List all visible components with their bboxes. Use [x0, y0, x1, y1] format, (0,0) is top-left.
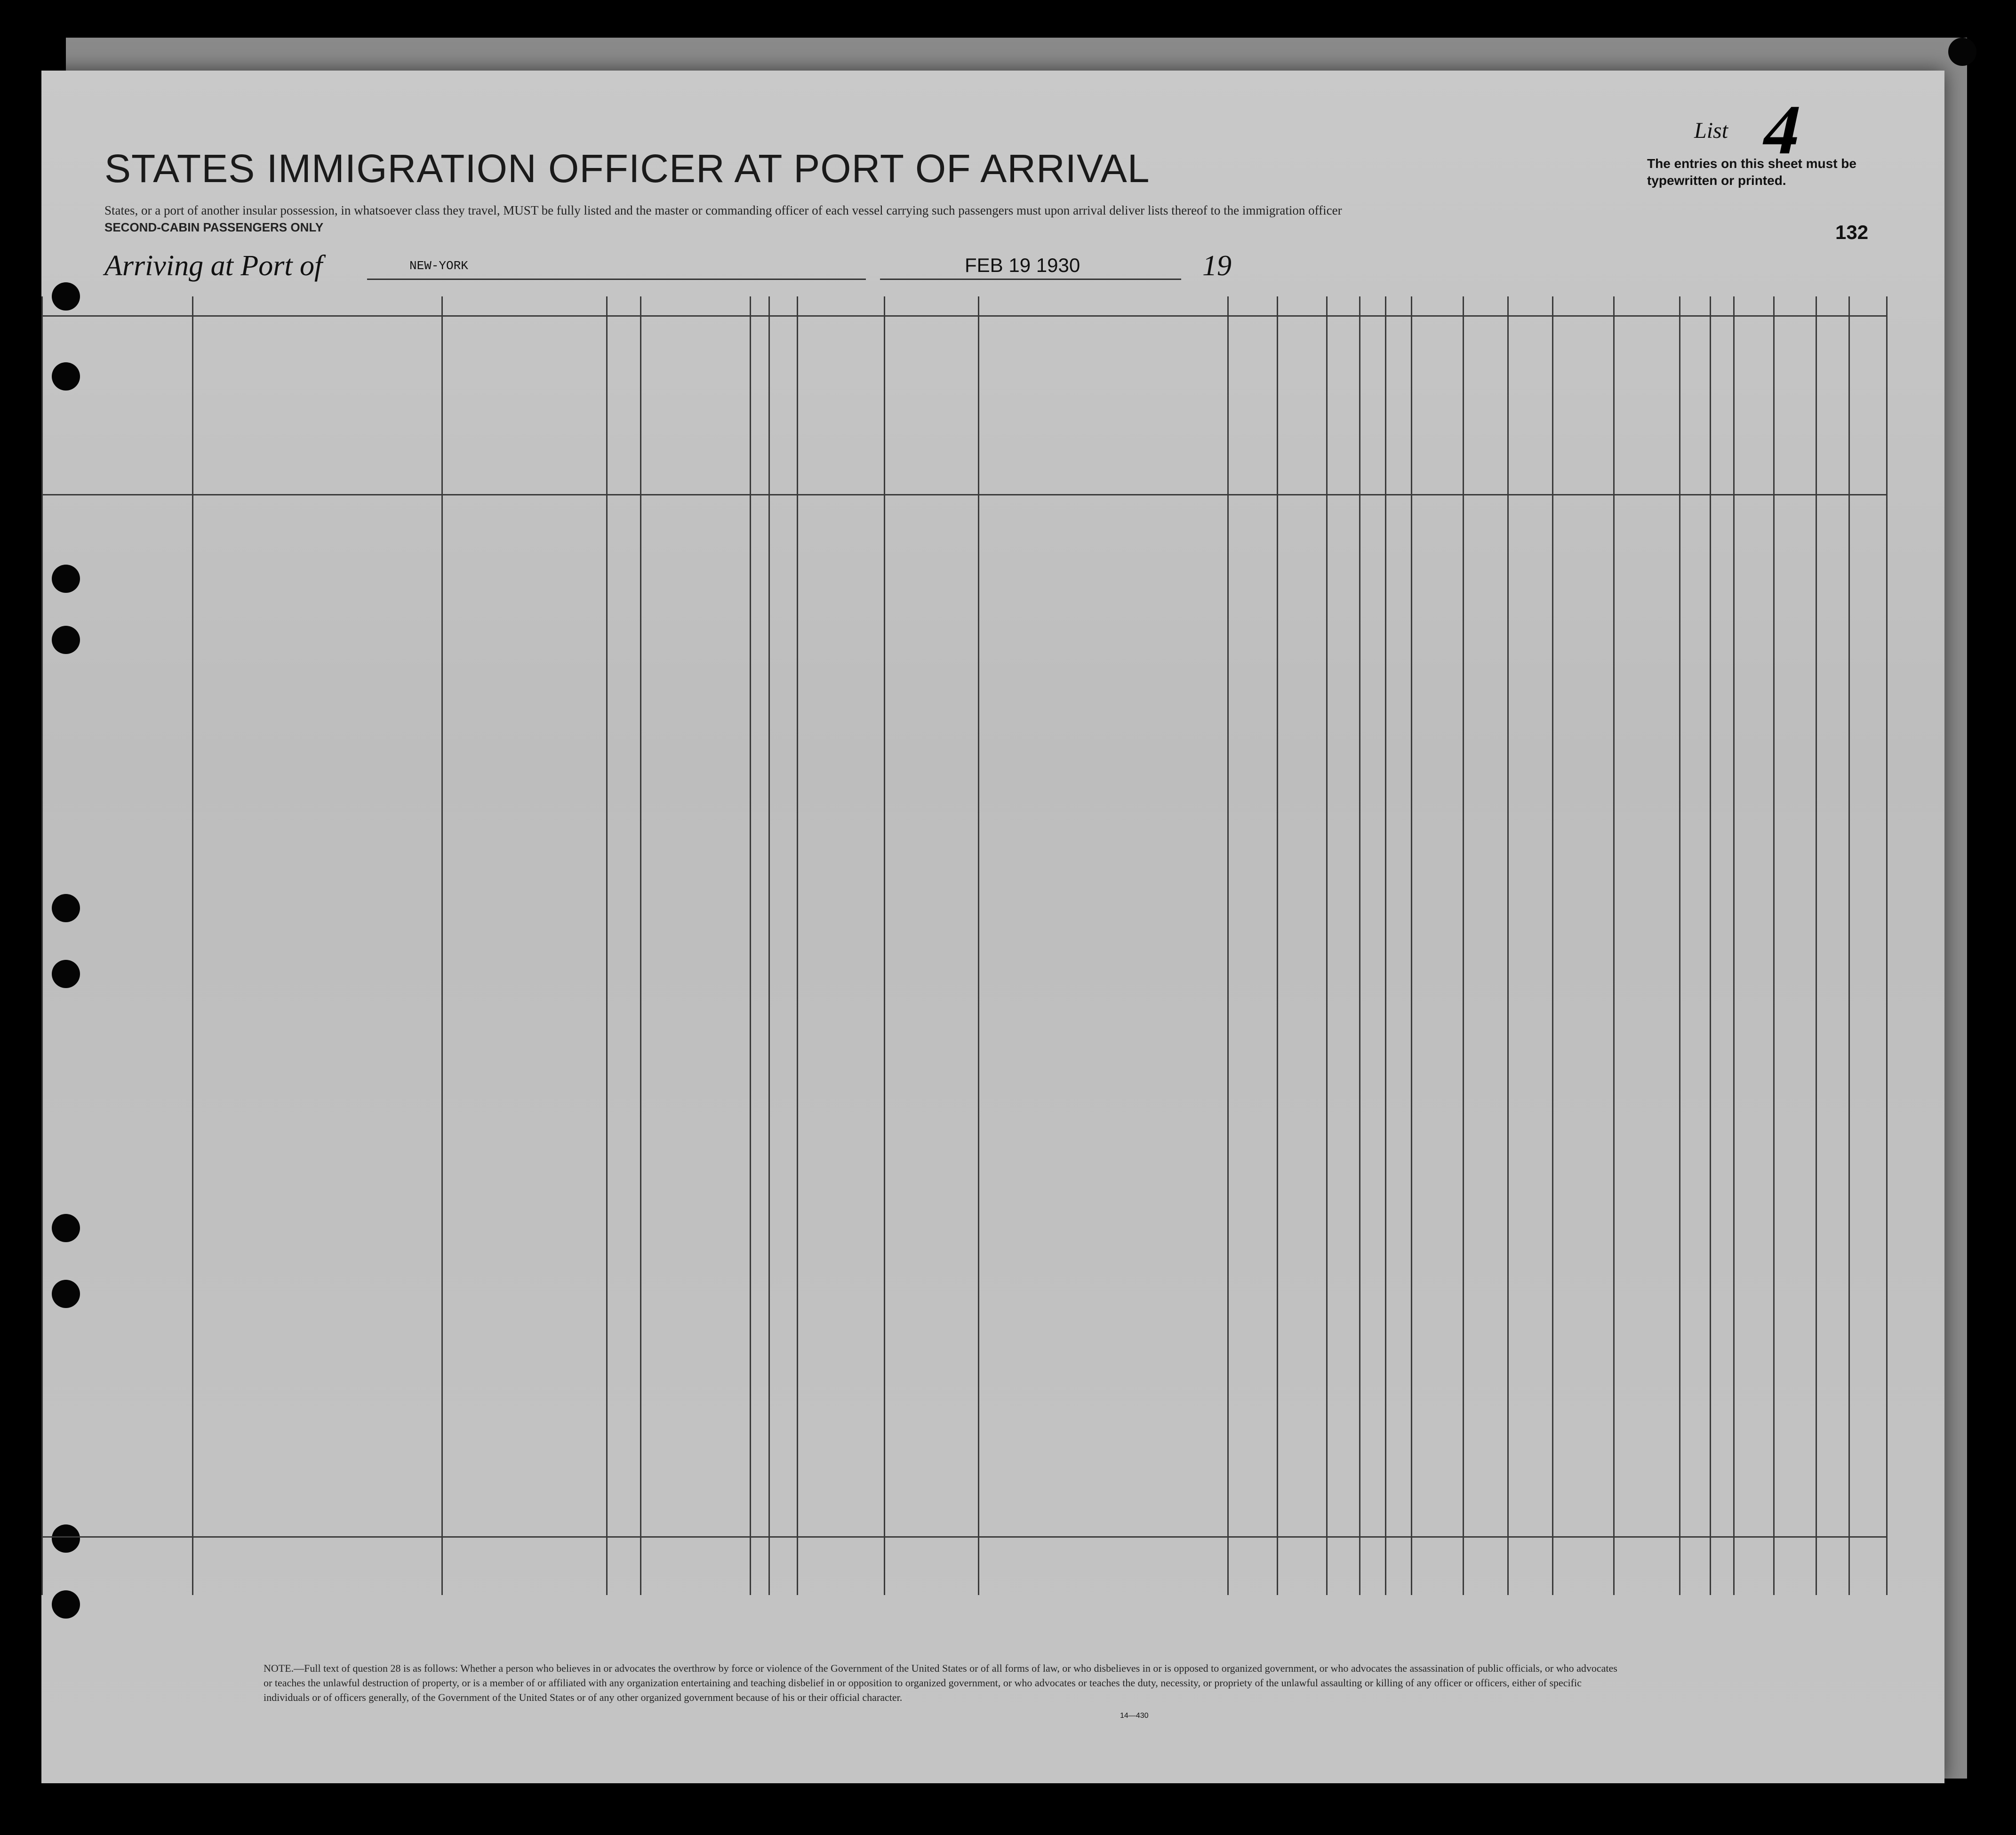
column-header — [194, 367, 440, 461]
column-header — [1229, 320, 1357, 334]
port-name: NEW-YORK — [409, 259, 468, 273]
page-title: STATES IMMIGRATION OFFICER AT PORT OF ARRIVAL — [104, 146, 1150, 191]
column-header — [443, 334, 638, 391]
column-header — [886, 391, 976, 405]
column-rule — [750, 296, 751, 1595]
port-underline — [367, 279, 866, 280]
column-rule — [1385, 296, 1386, 1595]
form-number: 14—430 — [1120, 1712, 1149, 1720]
column-header — [642, 325, 748, 485]
column-header — [43, 367, 190, 461]
column-rule — [1227, 296, 1229, 1595]
column-rule — [1277, 296, 1278, 1595]
column-header — [1681, 362, 1708, 456]
arrival-date: FEB 19 1930 — [965, 254, 1080, 276]
column-rule — [606, 296, 608, 1595]
column-rule — [884, 296, 885, 1595]
list-number: 4 — [1756, 91, 1808, 169]
column-rule — [1710, 296, 1711, 1595]
column-rule — [978, 296, 979, 1595]
column-rule — [1733, 296, 1735, 1595]
column-rule — [1613, 296, 1615, 1595]
arriving-label: Arriving at Port of — [104, 250, 323, 282]
column-rule — [640, 296, 641, 1595]
column-header — [1279, 339, 1324, 485]
column-header — [1413, 325, 1461, 485]
column-rule — [1773, 296, 1775, 1595]
column-header — [1554, 325, 1611, 485]
column-header — [886, 419, 976, 456]
column-rule — [1463, 296, 1464, 1595]
column-rule — [1816, 296, 1817, 1595]
column-header — [1775, 372, 1814, 409]
column-header — [1464, 325, 1505, 485]
binder-hole — [1948, 38, 1976, 66]
footnote: NOTE.—Full text of question 28 is as follows: Whether a person who believes in or advocates the overthrow by force or violence of the Government of the United States or of all forms of law, or who disbelieves in or is opposed to organized government, or who advocates the assassination of public officials, or who advocates or teaches the unlawful destruction of property, or is a member of or affiliated with any organization entertaining and teaching disbelief in or opposition to organized government, or who advocates or teaches the duty, necessity, or propriety of the unlawful assaulting or killing of any officer or officers, either of specific individuals or of officers generally, of the Government of the United States or of any other organized government because of his or their official character. — [264, 1662, 1617, 1703]
column-rule — [41, 296, 43, 1595]
column-rule — [192, 296, 193, 1595]
column-rule — [797, 296, 798, 1595]
column-header — [608, 414, 638, 433]
manifest-table — [41, 296, 1886, 1595]
column-header — [799, 325, 976, 376]
year-label: 19 — [1202, 250, 1232, 282]
column-rule — [1326, 296, 1328, 1595]
column-header — [1387, 325, 1409, 485]
column-header — [1850, 409, 1884, 423]
column-rule — [1359, 296, 1360, 1595]
instruction-text: States, or a port of another insular possession, in whatsoever class they travel, MUST be fully listed and the master or commanding officer of each vessel carrying such passengers must upon arrival deliver lists thereof to the immigration officer — [104, 203, 1342, 217]
column-header — [1615, 362, 1677, 456]
date-underline — [880, 279, 1181, 280]
column-rule — [1679, 296, 1680, 1595]
column-rule — [768, 296, 770, 1595]
entries-note: The entries on this sheet must be typewritten or printed. — [1647, 156, 1856, 188]
column-header — [1712, 438, 1731, 452]
column-header — [1229, 339, 1275, 485]
column-header — [1888, 391, 1978, 419]
page-number: 132 — [1835, 221, 1869, 243]
column-rule — [1848, 296, 1850, 1595]
column-header — [1361, 325, 1383, 485]
column-header — [1328, 339, 1357, 485]
list-label: List — [1694, 118, 1728, 143]
column-header — [1735, 419, 1771, 447]
column-rule — [1886, 296, 1888, 1595]
column-header — [1712, 339, 1771, 358]
column-rule — [1411, 296, 1412, 1595]
column-header — [1817, 409, 1847, 423]
column-rule — [1552, 296, 1553, 1595]
column-rule — [1507, 296, 1509, 1595]
column-rule — [441, 296, 443, 1595]
column-header — [1817, 339, 1884, 358]
header-rule — [41, 315, 1886, 317]
cabin-class: SECOND-CABIN PASSENGERS ONLY — [104, 220, 324, 234]
column-header — [752, 325, 767, 485]
column-header — [980, 367, 1225, 438]
column-header — [770, 325, 795, 485]
column-header — [1509, 325, 1550, 485]
bottom-rule — [41, 1536, 1886, 1538]
column-header — [443, 414, 604, 433]
header-rule — [41, 494, 1886, 495]
column-header — [799, 400, 882, 428]
